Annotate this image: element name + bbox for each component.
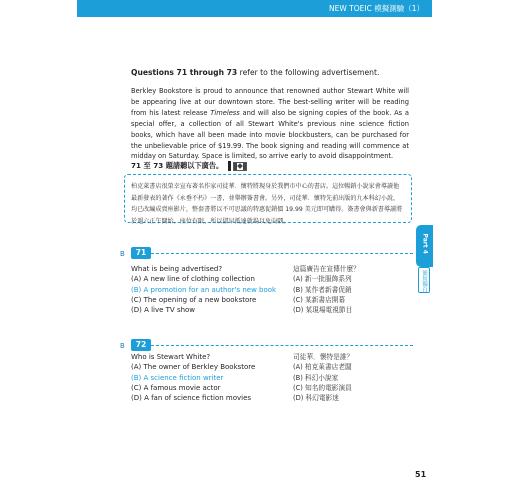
page-number: 51 (415, 470, 427, 479)
option-d-cn: (D) 某現場電視節目 (293, 306, 353, 315)
question-71-cn (293, 264, 360, 315)
questions-range: Questions 71 through 73 (131, 68, 238, 77)
canada-flag-icon (233, 162, 247, 171)
cn-translation-box: 柏克萊書店很榮幸宣布著名作家司徒華．懷特將現身於我們市中心的書店。這位暢銷小說家會導讀他最新發表的著作《永垂不朽》一書，並舉辦簽書會。另外，司徒華．懷特先前出版的九本科幻小說，均已改編成賣座影片，整套書將以不可思議的特惠促銷價 19.99 美元即可購得。簽書會與新書導讀將於週六正午開始。座位有限，所以儘早抵達就場以免向隅。 (124, 174, 412, 223)
option-c-cn: (C) 知名的電影演員 (293, 383, 352, 392)
question-stem: What is being advertised? (131, 265, 223, 273)
advertisement-passage (131, 86, 409, 162)
passage-text-2: and will also be signing copies of the book. As a special offer, a collection of all Stewart White's previous nine science fiction books, which have all been made into movie blockbusters, can be purchased for the unbelievable price of $19.99. The book signing and reading will commence at midday on Saturday. Space is limited, so arrive early to avoid disappointment. (131, 108, 409, 161)
option-b-correct: (B) A promotion for an author's new book (131, 285, 277, 294)
option-d-cn: (D) 科幻電影迷 (293, 394, 339, 403)
questions-intro (131, 68, 401, 77)
question-72-cn (293, 352, 353, 403)
question-number-72: 72 (131, 339, 151, 351)
option-c-cn: (C) 某新書店開幕 (293, 295, 346, 304)
cn-heading-text: 71 至 73 題請聽以下廣告。 (131, 161, 224, 170)
book-title: Timeless (210, 108, 240, 117)
question-71-en (131, 264, 276, 315)
option-a: (A) The owner of Berkley Bookstore (131, 363, 256, 372)
part-tab-label: Part 4 (421, 233, 429, 254)
difficulty-label: B (120, 342, 125, 350)
option-a-cn: (A) 新一批服飾系列 (293, 275, 352, 284)
option-b-cn: (B) 科幻小說家 (293, 373, 339, 382)
bracket-icon (228, 161, 231, 171)
option-b-cn: (B) 某作者新書促銷 (293, 285, 352, 294)
part-tab (416, 225, 433, 267)
option-b-correct: (B) A science fiction writer (131, 373, 224, 382)
divider (151, 253, 413, 254)
header-title: NEW TOEIC 模擬測驗（1） (329, 4, 424, 13)
question-stem-cn: 這篇廣告在宣傳什麼？ (293, 265, 360, 273)
option-c: (C) A famous movie actor (131, 383, 221, 392)
question-stem-cn: 司徒華．懷特是誰？ (293, 353, 354, 361)
option-a-cn: (A) 柏克萊書店老闆 (293, 363, 352, 372)
question-number-71: 71 (131, 247, 151, 259)
questions-intro-rest: refer to the following advertisement. (237, 68, 380, 77)
option-a: (A) A new line of clothing collection (131, 275, 255, 284)
divider (151, 345, 413, 346)
option-d: (D) A live TV show (131, 306, 196, 315)
header-bar (77, 0, 432, 17)
part-sub-label: 簡短獨白 (418, 267, 430, 293)
passage-text-1: Berkley Bookstore is proud to announce that renowned author Stewart White will be appearing live at our downtown store. The best-selling writer will be reading from his latest release (131, 87, 409, 117)
question-72-en (131, 352, 255, 403)
option-d: (D) A fan of science fiction movies (131, 394, 252, 403)
difficulty-label: B (120, 250, 125, 258)
option-c: (C) The opening of a new bookstore (131, 295, 257, 304)
cn-heading (131, 161, 247, 171)
question-stem: Who is Stewart White? (131, 353, 211, 361)
audio-icons (228, 161, 247, 171)
